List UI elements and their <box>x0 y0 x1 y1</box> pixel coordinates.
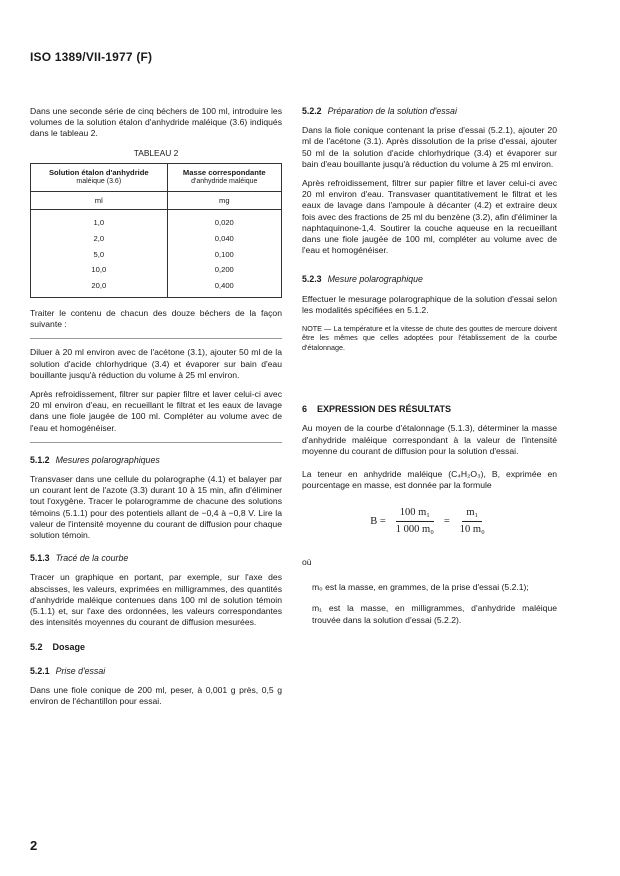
section-6-heading <box>302 404 557 415</box>
col2-header <box>167 163 281 191</box>
section-title: Tracé de la courbe <box>55 553 129 564</box>
dilute-paragraph: Diluer à 20 ml environ avec de l'acétone (3.1), ajouter 50 ml de la solution d'acide chlorhydrique (3.4) et évaporer sur bain d'eau bouillante jusqu'à réduction du volume à 25 ml environ. <box>30 347 282 380</box>
table-unit-row <box>31 191 282 209</box>
col1-header-title: Solution étalon d'anhydride <box>48 167 149 177</box>
table-cell-volume: 1,0 <box>31 210 168 231</box>
left-column <box>30 106 282 715</box>
page-number: 2 <box>30 838 38 853</box>
table-cell-mass: 0,100 <box>167 247 281 263</box>
col2-header-sub: d'anhydride maléique <box>191 178 258 186</box>
table-row <box>31 231 282 247</box>
table-cell-volume: 10,0 <box>31 262 168 278</box>
table-cell-mass: 0,400 <box>167 278 281 297</box>
col1-header <box>31 163 168 191</box>
section-number: 6 <box>302 404 308 415</box>
table-cell-mass: 0,200 <box>167 262 281 278</box>
table-cell-volume: 20,0 <box>31 278 168 297</box>
col2-unit: mg <box>167 191 281 209</box>
section-5-2-3-heading <box>302 274 557 285</box>
fraction-numerator: m₁ <box>462 507 482 521</box>
table-cell-mass: 0,040 <box>167 231 281 247</box>
section-number: 5.2.2 <box>302 106 322 116</box>
table-caption: TABLEAU 2 <box>133 147 179 158</box>
section-title: Dosage <box>52 642 86 653</box>
definitions <box>312 582 557 626</box>
section-number: 5.2.1 <box>30 665 50 676</box>
section-5-1-2-heading <box>30 455 282 466</box>
formula <box>302 507 557 534</box>
definition-m1: m₁ est la masse, en milligrammes, d'anhydride maléique trouvée dans la solution d'essai (5.2.2). <box>312 603 557 625</box>
section-5-2-2-heading <box>302 106 557 117</box>
col2-header-title: Masse correspondante <box>182 167 266 177</box>
fraction-numerator: 100 m₁ <box>396 507 434 521</box>
section-5-1-2-text: Transvaser dans une cellule du polarographe (4.1) et balayer par un courant lent de l'azote (3.3) durant 10 à 15 min, afin d'éliminer tout l'oxygène. Tracer le polarogramme de chacune des solutions témoins (5.1.1) pour des potentiels allant de −0,4 à −0,8 V. Lire la valeur de l'intensité moyenne du courant de diffusion pour chaque solution témoin. <box>30 474 282 541</box>
section-number: 5.1.3 <box>30 553 50 564</box>
formula-fraction-2 <box>456 507 489 534</box>
section-title: EXPRESSION DES RÉSULTATS <box>317 404 452 415</box>
table-cell-volume: 5,0 <box>31 247 168 263</box>
table-cell-volume: 2,0 <box>31 231 168 247</box>
note: NOTE — La température et la vitesse de chute des gouttes de mercure doivent être les mêmes que celles adoptées pour l'établissement de la courbe d'étalonnage. <box>302 324 557 352</box>
section-5-1-3-text: Tracer un graphique en portant, par exemple, sur l'axe des abscisses, les valeurs, exprimées en milligrammes, des quantités d'anhydride maléique contenues dans 100 ml de solution témoin (5.1.1) et, sur l'axe des ordonnées, les valeurs correspondantes des intensités moyennes du courant de diffusion mesurées. <box>30 572 282 628</box>
section-5-2-2-text-b: Après refroidissement, filtrer sur papier filtre et laver celui-ci avec 20 ml environ d'eau. Transvaser quantitativement le filtrat et les eaux de lavage dans l'ampoule à décanter (4.2) et extraire deux fois avec des fractions de 25 ml du benzène (3.2), afin d'éliminer la naphtaquinone-1,4. Soutirer la couche aqueuse en la recueillant dans une fiole jaugée de 100 ml, compléter au volume avec de l'eau et homogénéiser. <box>302 178 557 256</box>
section-5-2-1-heading <box>30 666 282 677</box>
formula-fraction-1 <box>392 507 438 534</box>
divider <box>30 338 282 339</box>
fraction-denominator: 1 000 m₀ <box>395 523 434 535</box>
formula-equals: = <box>443 515 450 527</box>
document-header: ISO 1389/VII-1977 (F) <box>30 50 153 64</box>
table-2 <box>30 163 282 298</box>
section-5-2-2-text-a: Dans la fiole conique contenant la prise d'essai (5.2.1), ajouter 20 ml de l'acétone (3.1). Après dissolution de la prise d'essai, ajouter 50 ml de la solution d'acide chlorhydrique (3.4) et évaporer sur bain d'eau bouillante jusqu'à réduction du volume à 25 ml environ. <box>302 125 557 169</box>
treat-paragraph: Traiter le contenu de chacun des douze béchers de la façon suivante : <box>30 308 282 330</box>
section-title: Préparation de la solution d'essai <box>327 106 457 116</box>
fraction-denominator: 10 m₀ <box>459 523 485 535</box>
section-5-2-heading <box>30 642 282 653</box>
section-6-text-a: Au moyen de la courbe d'étalonnage (5.1.3), déterminer la masse d'anhydride maléique correspondant à la valeur de l'intensité moyenne du courant de diffusion pour la solution d'essai. <box>302 423 557 456</box>
col1-unit: ml <box>31 191 168 209</box>
table-cell-mass: 0,020 <box>167 210 281 231</box>
after-cooling-paragraph: Après refroidissement, filtrer sur papier filtre et laver celui-ci avec 20 ml environ d'eau, en recueillant le filtrat et les eaux de lavage dans une fiole jaugée de 100 ml. Compléter au volume avec de l'eau et homogénéiser. <box>30 389 282 433</box>
section-6-text-b: La teneur en anhydride maléique (C₄H₂O₃), B, exprimée en pourcentage en masse, est donnée par la formule <box>302 469 557 491</box>
intro-paragraph: Dans une seconde série de cinq béchers de 100 ml, introduire les volumes de la solution étalon d'anhydride maléique (3.6) indiqués dans le tableau 2. <box>30 106 282 139</box>
section-number: 5.1.2 <box>30 454 50 465</box>
col1-header-sub: maléique (3.6) <box>76 178 122 186</box>
section-title: Prise d'essai <box>55 665 106 676</box>
where-label: où <box>302 556 312 567</box>
section-number: 5.2.3 <box>302 274 322 285</box>
divider <box>30 442 282 443</box>
section-5-1-3-heading <box>30 553 282 564</box>
section-5-2-3-text: Effectuer le mesurage polarographique de la solution d'essai selon les modalités spécifiées en 5.1.2. <box>302 293 557 315</box>
section-5-2-1-text: Dans une fiole conique de 200 ml, peser, à 0,001 g près, 0,5 g environ de l'échantillon pour essai. <box>30 684 282 707</box>
section-title: Mesure polarographique <box>327 274 423 285</box>
section-title: Mesures polarographiques <box>55 454 160 465</box>
right-column <box>302 106 557 634</box>
table-row <box>31 278 282 297</box>
definition-m0: m₀ est la masse, en grammes, de la prise d'essai (5.2.1); <box>312 582 529 593</box>
table-header-row <box>31 163 282 191</box>
table-row <box>31 262 282 278</box>
table-row <box>31 247 282 263</box>
formula-lhs: B = <box>370 515 386 527</box>
table-row <box>31 210 282 231</box>
section-number: 5.2 <box>30 642 43 653</box>
